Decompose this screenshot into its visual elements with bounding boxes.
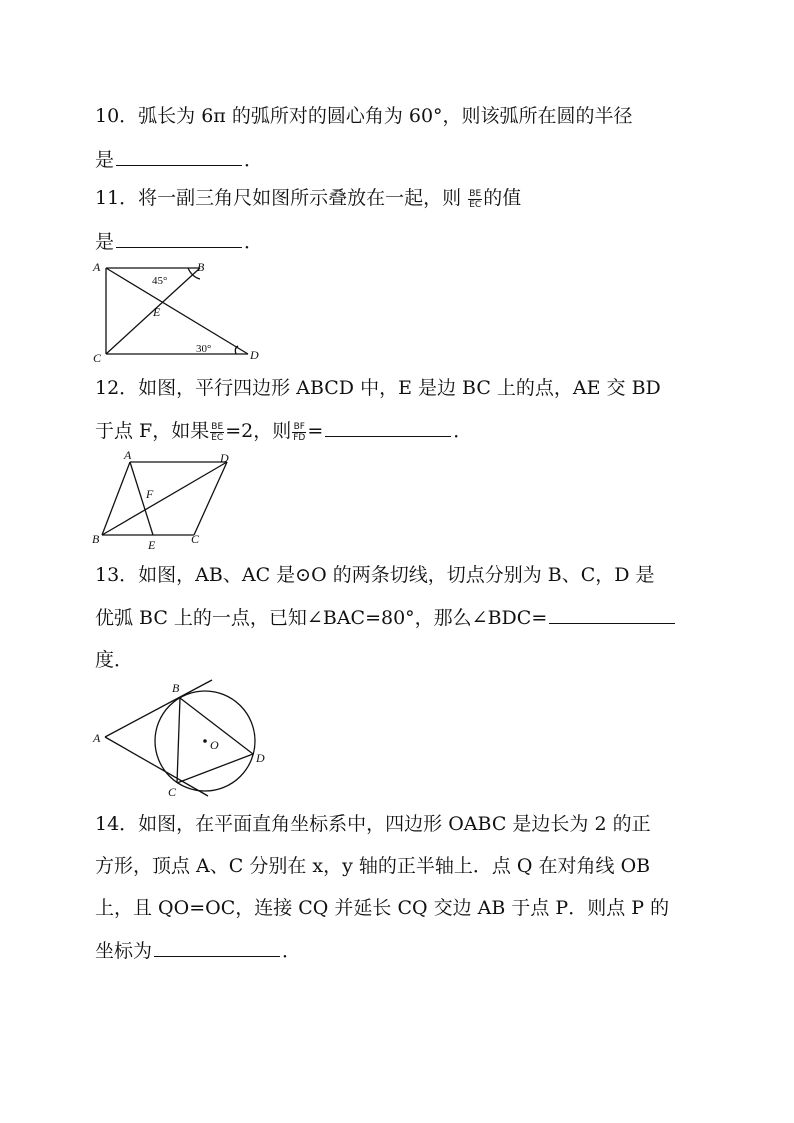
- q12-line2: [95, 418, 472, 443]
- q13-text: 13．如图，AB、AC 是⊙O 的两条切线，切点分别为 B、C，D 是: [95, 564, 655, 586]
- q11-line1: [95, 186, 521, 210]
- q12-label-a: A: [124, 448, 132, 462]
- q13-label-c: C: [168, 785, 177, 799]
- q14-line2: [95, 854, 650, 878]
- q12-edge-dc: [194, 462, 227, 535]
- q11-figure: [90, 258, 270, 368]
- q13-label-a: A: [93, 731, 101, 745]
- q13-label-b: B: [172, 681, 180, 695]
- q11-label-a: A: [93, 260, 101, 274]
- q14-text-1: 14．如图，在平面直角坐标系中，四边形 OABC 是边长为 2 的正: [95, 813, 651, 835]
- q13-figure: [90, 676, 280, 801]
- q11-fraction: [468, 189, 482, 210]
- q12-fraction-2: [292, 422, 306, 443]
- q12-suffix: ．: [453, 420, 473, 442]
- q12-label-c: C: [191, 532, 200, 546]
- q12-text-mid: =2，则: [225, 420, 292, 442]
- q14-line3: [95, 896, 669, 920]
- q12-figure: [90, 450, 250, 550]
- q11-line2: [95, 229, 263, 254]
- q13-label-o: O: [210, 738, 219, 752]
- q13-line3: [95, 648, 133, 672]
- q10-suffix: ．: [244, 149, 264, 171]
- q11-suffix: ．: [244, 231, 264, 253]
- q13-chord-bc: [177, 698, 180, 783]
- q13-center-dot: [203, 739, 207, 743]
- q13-line1: [95, 563, 655, 587]
- q13-line2: [95, 605, 677, 630]
- q12-line1: [95, 376, 661, 400]
- q11-edge-ad: [106, 268, 248, 354]
- q12-label-d: D: [220, 451, 229, 465]
- q13-tangent-ac: [105, 737, 208, 796]
- q12-label-f: F: [146, 487, 154, 501]
- q12-text: 12．如图，平行四边形 ABCD 中，E 是边 BC 上的点，AE 交 BD: [95, 377, 661, 399]
- q11-text: 11．将一副三角尺如图所示叠放在一起，则: [95, 187, 462, 209]
- q11-prefix: 是: [95, 231, 115, 253]
- q12-answer-blank[interactable]: [325, 418, 451, 437]
- q13-chord-cd: [177, 754, 253, 783]
- q13-text-3: 度．: [95, 649, 134, 671]
- q13-label-d: D: [256, 751, 265, 765]
- q14-text-3: 上，且 QO=OC，连接 CQ 并延长 CQ 交边 AB 于点 P．则点 P 的: [95, 897, 670, 919]
- q11-frac-num: BE: [469, 188, 482, 199]
- q14-line1: [95, 812, 651, 836]
- q14-line4: [95, 938, 301, 963]
- q10-answer-blank[interactable]: [116, 147, 242, 166]
- q11-frac-den: EC: [469, 199, 482, 210]
- q11-label-e: E: [153, 305, 161, 319]
- q10-text: 10．弧长为 6π 的弧所对的圆心角为 60°，则该弧所在圆的半径: [95, 105, 633, 127]
- q12-label-e: E: [148, 538, 156, 552]
- q12-edge-ba: [102, 462, 130, 535]
- q12-frac2-num: BF: [293, 421, 305, 432]
- q11-label-b: B: [197, 260, 205, 274]
- q11-answer-blank[interactable]: [116, 229, 242, 248]
- q11-angle-45: 45°: [152, 275, 168, 287]
- q11-angle-30: 30°: [196, 343, 212, 355]
- q10-prefix: 是: [95, 149, 115, 171]
- q14-answer-blank[interactable]: [154, 938, 280, 957]
- q13-answer-blank[interactable]: [549, 605, 675, 624]
- q11-label-d: D: [250, 348, 259, 362]
- q10-line1: [95, 104, 633, 128]
- q12-fraction-1: [210, 422, 224, 443]
- q12-diagonal-bd: [102, 462, 227, 535]
- q13-tangent-ab: [105, 680, 212, 737]
- q14-text-2: 方形，顶点 A、C 分别在 x，y 轴的正半轴上．点 Q 在对角线 OB: [95, 855, 651, 877]
- q14-prefix: 坐标为: [95, 940, 153, 962]
- q11-text-suffix: 的值: [483, 187, 522, 209]
- q12-frac1-num: BE: [211, 421, 224, 432]
- q11-label-c: C: [93, 351, 102, 365]
- q14-suffix: ．: [282, 940, 302, 962]
- q10-line2: [95, 147, 263, 172]
- q13-text-2: 优弧 BC 上的一点，已知∠BAC=80°，那么∠BDC=: [95, 607, 548, 629]
- q12-text-prefix: 于点 F，如果: [95, 420, 210, 442]
- q12-label-b: B: [92, 532, 100, 546]
- q12-frac2-den: FD: [293, 432, 306, 443]
- q12-equals: =: [307, 420, 324, 442]
- q12-frac1-den: EC: [211, 432, 224, 443]
